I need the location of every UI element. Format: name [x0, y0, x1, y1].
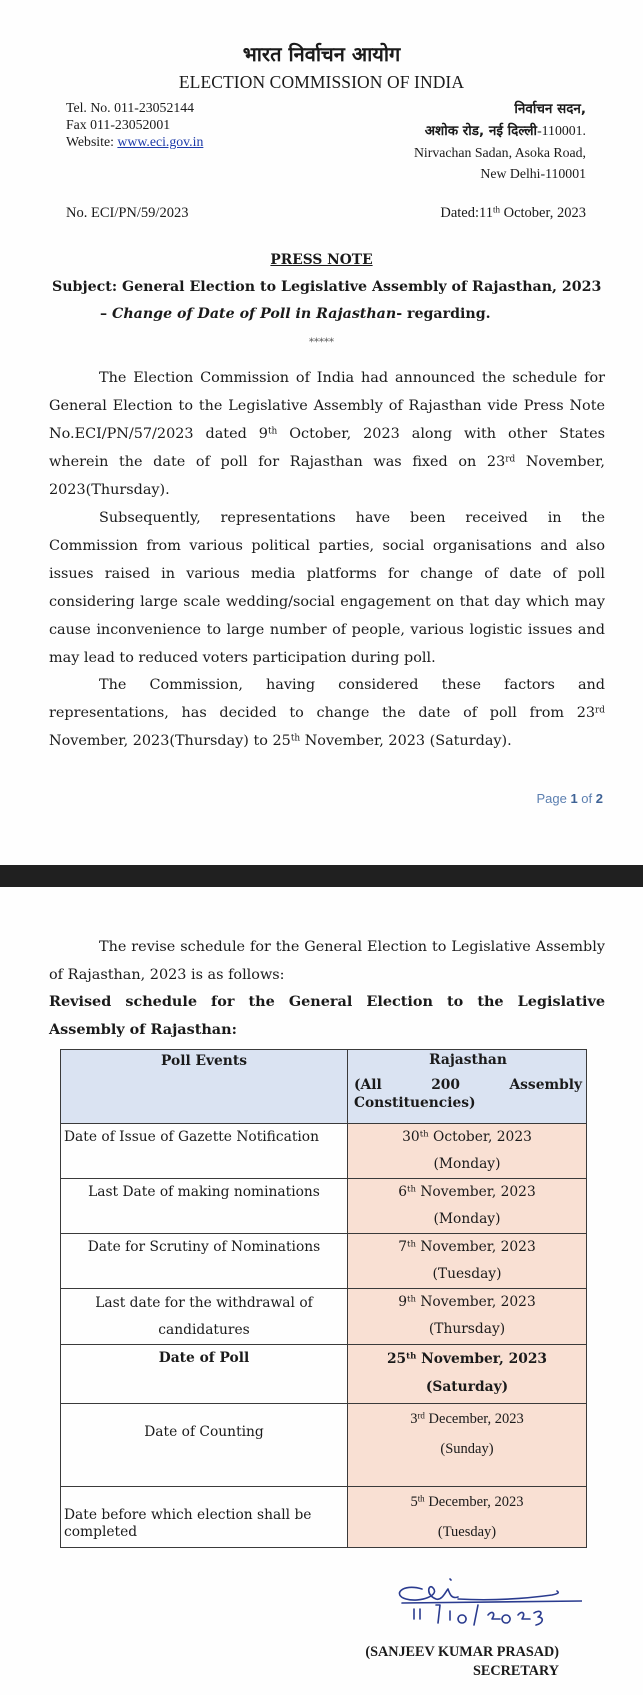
table-row	[61, 1234, 587, 1289]
subject-italic: Change of Date of Poll in Rajasthan	[112, 306, 397, 322]
header-rajasthan	[348, 1050, 587, 1124]
document-date	[440, 205, 586, 222]
date-sup: th	[493, 204, 500, 215]
p2-text: Subsequently, representations have been received in the Commission from various political parties, social organisations and also issues raised in various media platforms for change of date of poll considering large scale wedding/social engagement on that day which may cause inconvenience to large number of people, various logistic issues and may lead to reduced voters participation during poll.	[49, 510, 605, 666]
event-cell: Last Date of making nominations	[61, 1179, 348, 1234]
p1-text-b: October, 2023 along with other States wherein the date of poll for Rajasthan was fixed on 23	[49, 426, 605, 470]
page-indicator	[536, 791, 603, 806]
weekday: (Tuesday)	[437, 1524, 497, 1540]
p1-text-c: November, 2023(Thursday).	[49, 454, 605, 498]
signatory-name: (SANJEEV KUMAR PRASAD)	[365, 1644, 559, 1660]
address-hindi-line2	[414, 120, 586, 142]
subject-line: Subject: General Election to Legislative Assembly of Rajasthan, 2023	[52, 279, 602, 295]
table-row	[61, 1404, 587, 1487]
signature-icon	[392, 1565, 582, 1635]
p1-sup-2: rd	[505, 454, 516, 465]
day-suffix: th	[407, 1184, 416, 1195]
press-note-title: PRESS NOTE	[270, 252, 373, 268]
table-row	[61, 1179, 587, 1234]
date-cell	[348, 1345, 587, 1404]
address-hindi-line1: निर्वाचन सदन,	[514, 101, 586, 117]
day-suffix: rd	[417, 1410, 425, 1421]
month-year: November, 2023	[416, 1351, 548, 1367]
date-cell	[348, 1124, 587, 1179]
hindi-title: भारत निर्वाचन आयोग	[242, 42, 401, 66]
date-cell	[348, 1289, 587, 1345]
address-hindi-city: अशोक रोड, नई दिल्ली	[424, 123, 538, 139]
weekday: (Saturday)	[425, 1379, 509, 1395]
paragraph-2	[49, 504, 605, 672]
day-number: 5	[410, 1494, 418, 1510]
signatory-block	[365, 1643, 559, 1681]
p3-sup-1: rd	[595, 705, 605, 716]
day-number: 30	[402, 1129, 420, 1145]
month-year: December, 2023	[424, 1494, 524, 1510]
p3-text-c: November, 2023 (Saturday).	[300, 733, 512, 749]
day-number: 25	[386, 1351, 407, 1367]
fax: Fax 011-23052001	[66, 117, 171, 132]
p3-text-b: November, 2023(Thursday) to 25	[49, 733, 291, 749]
page-current: 1	[570, 791, 578, 806]
date-prefix: Dated:11	[440, 205, 493, 221]
day-number: 9	[398, 1294, 408, 1310]
month-year: December, 2023	[424, 1411, 524, 1427]
paragraph-1	[49, 364, 605, 504]
event-cell: Date of Issue of Gazette Notification	[61, 1124, 348, 1179]
event-cell: Date of Poll	[61, 1345, 348, 1404]
month-year: November, 2023	[415, 1239, 536, 1255]
reference-number: No. ECI/PN/59/2023	[66, 205, 189, 221]
schedule-heading: Revised schedule for the General Election to the Legislative Assembly of Rajasthan:	[49, 993, 605, 1038]
day-suffix: th	[407, 1294, 416, 1305]
date-cell	[348, 1179, 587, 1234]
date-cell	[348, 1487, 587, 1548]
event-cell: Last date for the withdrawal of candidatures	[61, 1289, 348, 1345]
date-suffix: October, 2023	[500, 205, 586, 221]
weekday: (Monday)	[433, 1211, 501, 1227]
table-row	[61, 1487, 587, 1548]
header-state-name: Rajasthan	[429, 1052, 507, 1068]
table-row	[61, 1124, 587, 1179]
page-divider	[0, 865, 643, 887]
website	[66, 133, 203, 150]
day-number: 6	[398, 1184, 408, 1200]
day-suffix: th	[406, 1351, 417, 1362]
day-suffix: th	[417, 1493, 425, 1504]
month-year: November, 2023	[415, 1184, 536, 1200]
day-suffix: th	[407, 1239, 416, 1250]
telephone: Tel. No. 011-23052144	[66, 100, 195, 115]
address-hindi-pin: -110001.	[537, 123, 586, 138]
paragraph-3	[49, 671, 605, 755]
organisation-title: ELECTION COMMISSION OF INDIA	[178, 72, 465, 92]
subject-dash: –	[100, 306, 113, 322]
day-suffix: th	[419, 1129, 429, 1140]
event-cell: Date before which election shall be completed	[61, 1487, 348, 1548]
address-block	[414, 99, 586, 184]
schedule-table	[60, 1049, 587, 1548]
separator-stars: *****	[309, 337, 334, 348]
month-year: October, 2023	[428, 1129, 532, 1145]
weekday: (Thursday)	[428, 1321, 506, 1337]
p1-text-a: The Election Commission of India had announced the schedule for General Election to the Legislative Assembly of Rajasthan vide Press Note No.ECI/PN/57/2023 dated 9	[49, 370, 605, 442]
page-of: of	[577, 791, 596, 806]
weekday: (Monday)	[433, 1156, 501, 1172]
weekday: (Tuesday)	[432, 1266, 502, 1282]
website-link[interactable]: www.eci.gov.in	[117, 134, 204, 149]
page-total: 2	[595, 791, 603, 806]
subject-line-continued	[100, 306, 491, 322]
header-constituencies: (All 200 Assembly Constituencies)	[354, 1077, 582, 1111]
p3-text-a: The Commission, having considered these factors and representations, has decided to change the date of poll from 23	[49, 677, 605, 721]
address-english-line1: Nirvachan Sadan, Asoka Road,	[413, 145, 586, 160]
weekday: (Sunday)	[440, 1441, 494, 1457]
event-cell: Date of Counting	[61, 1404, 348, 1487]
date-cell	[348, 1234, 587, 1289]
page-prefix: Page	[536, 791, 571, 806]
schedule-intro	[49, 933, 605, 989]
p1-sup-1: th	[267, 426, 278, 437]
p3-sup-2: th	[290, 733, 301, 744]
table-header-row	[61, 1050, 587, 1124]
website-label: Website:	[66, 134, 118, 149]
month-year: November, 2023	[415, 1294, 536, 1310]
day-number: 7	[398, 1239, 408, 1255]
subject-suffix: - regarding.	[396, 306, 491, 322]
signatory-designation: SECRETARY	[473, 1663, 559, 1679]
intro-text: The revise schedule for the General Election to Legislative Assembly of Rajasthan, 2023 is as follows:	[49, 939, 605, 983]
date-cell	[348, 1404, 587, 1487]
table-row	[61, 1289, 587, 1345]
table-row-poll-date	[61, 1345, 587, 1404]
handwritten-signature	[392, 1565, 582, 1639]
day-number: 3	[410, 1411, 418, 1427]
event-cell: Date for Scrutiny of Nominations	[61, 1234, 348, 1289]
contact-block	[66, 99, 203, 150]
header-poll-events: Poll Events	[61, 1050, 348, 1124]
address-english-line2: New Delhi-110001	[480, 166, 586, 181]
